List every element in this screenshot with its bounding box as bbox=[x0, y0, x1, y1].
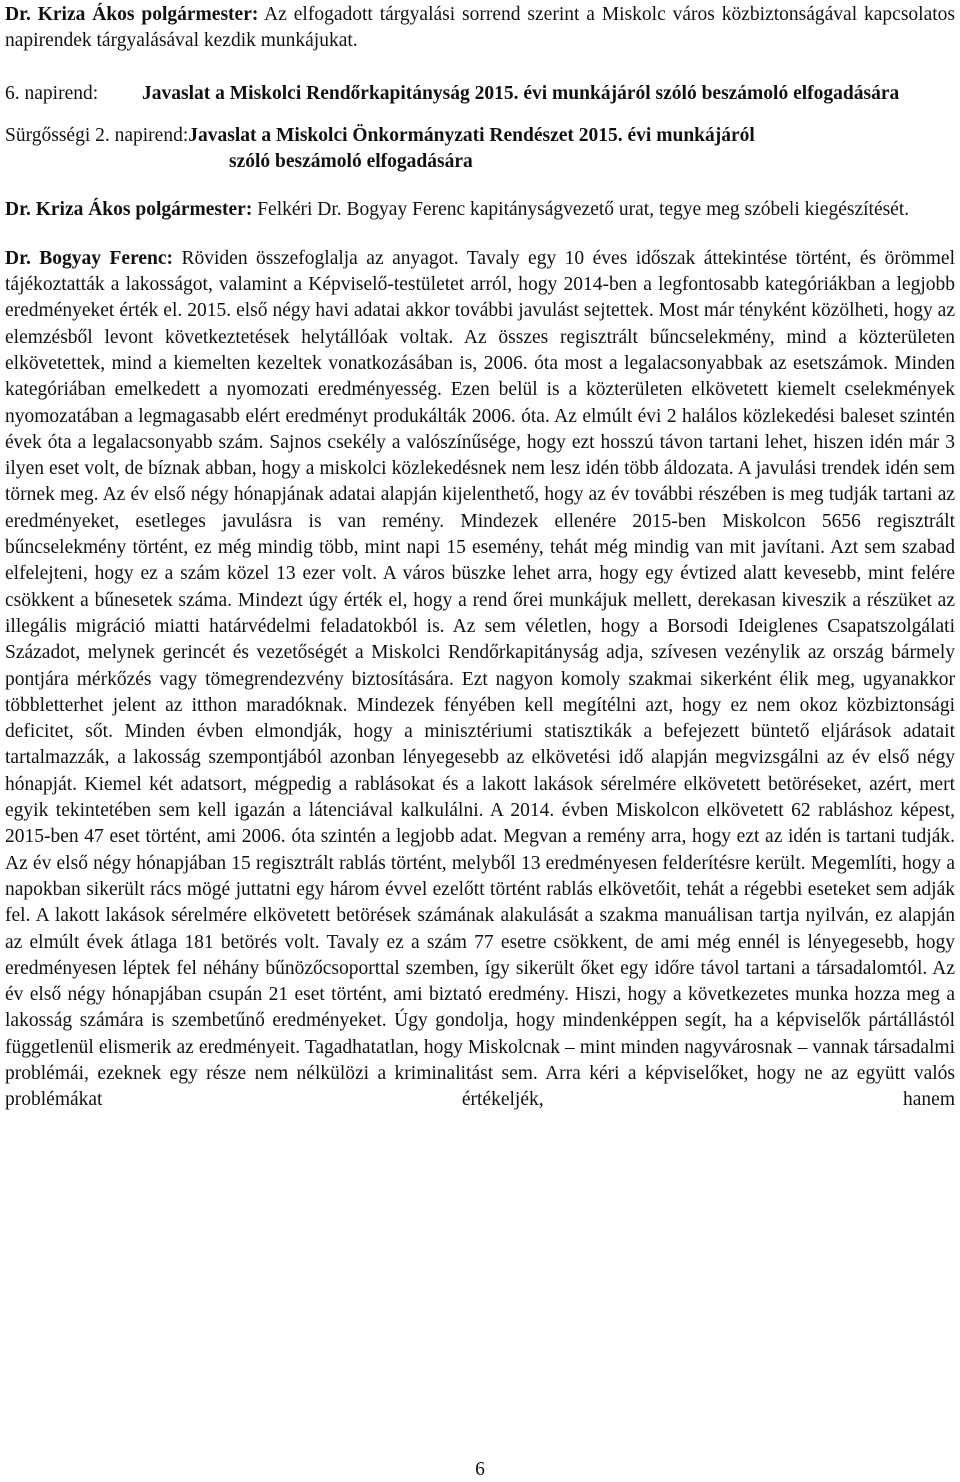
urgent-label: Sürgősségi 2. napirend: bbox=[5, 124, 189, 146]
bogyay-paragraph bbox=[5, 246, 955, 1114]
agenda-item bbox=[5, 81, 955, 107]
urgent-agenda-item bbox=[5, 123, 955, 176]
agenda-title: Javaslat a Miskolci Rendőrkapitányság 2015. évi munkájáról szóló beszámoló elfogadására bbox=[142, 82, 900, 104]
page-number: 6 bbox=[475, 1459, 485, 1480]
intro-text: Az elfogadott tárgyalási sorrend szerint a Miskolc város közbiztonságával kapcsolatos napirendek tárgyalásával kezdik munkájukat. bbox=[5, 4, 955, 52]
mayor-request-text: Felkéri Dr. Bogyay Ferenc kapitányságvezető urat, tegye meg szóbeli kiegészítését. bbox=[257, 199, 910, 221]
urgent-title-line2: szóló beszámoló elfogadására bbox=[229, 151, 473, 173]
urgent-title-line1: Javaslat a Miskolci Önkormányzati Rendészet 2015. évi munkájáról bbox=[188, 124, 755, 146]
mayor-request-paragraph bbox=[5, 197, 955, 223]
intro-paragraph bbox=[5, 2, 955, 55]
agenda-label: 6. napirend: bbox=[5, 82, 99, 104]
intro-speaker: Dr. Kriza Ákos polgármester: bbox=[5, 4, 259, 25]
document-page bbox=[5, 2, 955, 1114]
bogyay-text: Röviden összefoglalja az anyagot. Tavaly egy 10 éves időszak áttekintése történt, és örömmel tájékoztatták a lakosságot, valamint a Képviselő-testületet arról, hogy 2014-ben a legfontosabb kategóriákban a legjobb eredményeket érték el. 2015. első négy havi adatai akkor további javulást sejtettek. Most már tényként közölheti, hogy az elemzésből levont következtetések helytállóak voltak. Az összes regisztrált bűncselekmény, mind a közterületen elkövetettek, mind a kiemelten kezeltek vonatkozásában is, 2006. óta most a legalacsonyabbak az esetszámok. Minden kategóriában emelkedett a nyomozati eredményesség. Ezen belül is a közterületen elkövetett kiemelt cselekmények nyomozatában a legmagasabb elért eredményt produkálták 2006. óta. Az elmúlt évi 2 halálos közlekedési baleset szintén évek óta a legalacsonyabb szám. Sajnos csekély a valószínűsége, hogy ezt hosszú távon tartani lehet, hiszen idén már 3 ilyen eset volt, de bíznak abban, hogy a miskolci közlekedésnek nem lesz idén több áldozata. A javulási trendek idén sem törnek meg. Az év első négy hónapjának adatai alapján kijelenthető, hogy az év további részében is meg tudják tartani az eredményeket, esetleges javulásra is van remény. Mindezek ellenére 2015-ben Miskolcon 5656 regisztrált bűncselekmény történt, ez még mindig több, mint napi 15 esemény, tehát még mindig van mit javítani. Azt sem szabad elfelejteni, hogy ez a szám közel 13 ezer volt. A város büszke lehet arra, hogy egy évtized alatt kevesebb, mint felére csökkent a bűnesetek száma. Mindezt úgy érték el, hogy a rend őrei munkájuk mellett, derekasan kiveszik a részüket az illegális migráció miatti határvédelmi feladatokból is. Az sem véletlen, hogy a Borsodi Ideiglenes Csapatszolgálati Századot, melynek gerincét és vezetőségét a Miskolci Rendőrkapitányság adja, szívesen vezénylik az ország bármely pontjára mérkőzés vagy tömegrendezvény biztosítására. Ezt nagyon komoly szakmai sikerként élik meg, ugyanakkor többletterhet jelent az itthon maradóknak. Mindezek fényében kell megítélni azt, hogy ez nem okoz közbiztonsági deficitet, sőt. Minden évben elmondják, hogy a minisztériumi statisztikák a befejezett büntető eljárások adatait tartalmazzák, a lakosság szempontjából azonban lényegesebb az elkövetési idő alapján megvizsgálni az év első négy hónapját. Kiemel két adatsort, mégpedig a rablásokat és a lakott lakások sérelmére elkövetett betöréseket, azért, mert egyik tekintetében sem kell igazán a látenciával kalkulálni. A 2014. évben Miskolcon elkövetett 62 rabláshoz képest, 2015-ben 47 eset történt, ami 2006. óta szintén a legjobb adat. Megvan a remény arra, hogy ezt az idén is tartani tudják. Az év első négy hónapjában 15 regisztrált rablás történt, melyből 13 eredményesen felderítésre került. Megemlíti, hogy a napokban sikerült rács mögé juttatni egy három évvel ezelőtt történt rablás elkövetőit, tehát a régebbi eseteket sem adják fel. A lakott lakások sérelmére elkövetett betörések számának alakulását a szakma manuálisan tartja nyilván, ez alapján az elmúlt évek átlaga 181 betörés volt. Tavaly ez a szám 77 esetre csökkent, de ami még ennél is lényegesebb, hogy eredményesen léptek fel néhány bűnözőcsoporttal szemben, így sikerült őket egy időre távol tartani a társadalomtól. Az év első négy hónapjában csupán 21 eset történt, ami biztató eredmény. Hiszi, hogy a következetes munka hozza meg a lakosság számára is szembetűnő eredményeket. Úgy gondolja, hogy mindenképpen segít, ha a képviselők pártállástól függetlenül elismerik az eredményeit. Tagadhatatlan, hogy Miskolcnak – mint minden nagyvárosnak – vannak társadalmi problémái, ezeknek egy része nem nélkülözi a kriminalitást sem. Arra kéri a képviselőket, hogy ne az együtt valós problémákat értékeljék, hanem bbox=[5, 247, 955, 1111]
mayor-speaker: Dr. Kriza Ákos polgármester: bbox=[5, 199, 253, 221]
bogyay-speaker: Dr. Bogyay Ferenc: bbox=[5, 247, 174, 269]
